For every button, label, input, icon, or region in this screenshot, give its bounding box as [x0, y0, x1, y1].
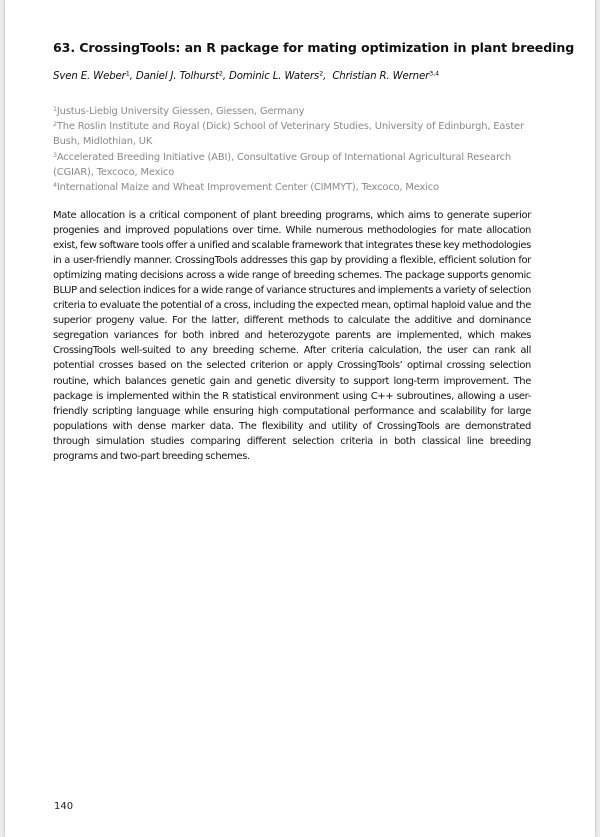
author	[136, 71, 229, 82]
author	[53, 71, 136, 82]
affiliation-text: Justus-Liebig University Giessen, Giessen, Germany	[56, 106, 305, 117]
affiliation-mark: 4	[53, 181, 57, 189]
abstract-body: Mate allocation is a critical component of plant breeding programs, which aims to generate superior progenies and improved populations over time. While numerous methodologies for mate allocation exist, few software tools offer a unified and scalable framework that integrates these key methodologies in a user-friendly manner. CrossingTools addresses this gap by providing a flexible, efficient solution for optimizing mating decisions across a wide range of breeding schemes. The package supports genomic BLUP and selection indices for a wide range of variance structures and implements a variety of selection criteria to evaluate the potential of a cross, including the expected mean, optimal haploid value and the superior progeny value. For the latter, different methods to calculate the additive and dominance segregation variances for both inbred and heterozygote parents are implemented, which makes CrossingTools well-suited to any breeding scheme. After criteria calculation, the user can rank all potential crosses based on the selected criterion or apply CrossingTools’ optimal crossing selection routine, which balances genetic gain and genetic diversity to support long-term improvement. The package is implemented within the R statistical environment using C++ subroutines, allowing a user-friendly scripting language while ensuring high computational performance and scalability for large populations with dense marker data. The flexibility and utility of CrossingTools are demonstrated through simulation studies comparing different selection criteria in both classical line breeding programs and two-part breeding schemes.	[53, 210, 532, 462]
author-name: Sven E. Weber	[53, 71, 126, 82]
affiliation	[53, 180, 543, 195]
affiliation-mark: 1	[53, 105, 57, 113]
author-affiliation-mark: 2	[319, 69, 324, 78]
affiliation-text: The Roslin Institute and Royal (Dick) School of Veterinary Studies, University of Edinburgh, Easter Bush, Midlothian, UK	[53, 121, 524, 148]
author-separator: ,	[323, 71, 333, 82]
page-number: 140	[54, 801, 74, 812]
paper-title: 63. CrossingTools: an R package for mating optimization in plant breeding	[53, 40, 575, 55]
affiliation	[53, 119, 543, 149]
affiliation	[53, 104, 543, 119]
affiliation-mark: 3	[53, 151, 57, 159]
affiliation-mark: 2	[53, 121, 57, 129]
affiliation	[53, 150, 543, 180]
author	[229, 71, 332, 82]
document-page	[5, 0, 595, 837]
author-name: Christian R. Werner	[332, 71, 430, 82]
author	[332, 71, 439, 82]
author-affiliation-mark: 3,4	[429, 69, 440, 78]
affiliation-text: Accelerated Breeding Initiative (ABI), Consultative Group of International Agricultural Research (CGIAR), Texcoco, Mexico	[53, 151, 512, 178]
author-affiliation-mark: 2	[218, 69, 223, 78]
author-name: Daniel J. Tolhurst	[135, 71, 219, 82]
author-list	[53, 71, 553, 82]
author-separator: ,	[222, 71, 229, 82]
affiliation-text: International Maize and Wheat Improvement Center (CIMMYT), Texcoco, Mexico	[56, 182, 439, 194]
author-affiliation-mark: 1	[125, 69, 130, 78]
author-separator: ,	[129, 71, 136, 82]
author-name: Dominic L. Waters	[229, 71, 320, 82]
affiliation-list	[53, 104, 543, 195]
